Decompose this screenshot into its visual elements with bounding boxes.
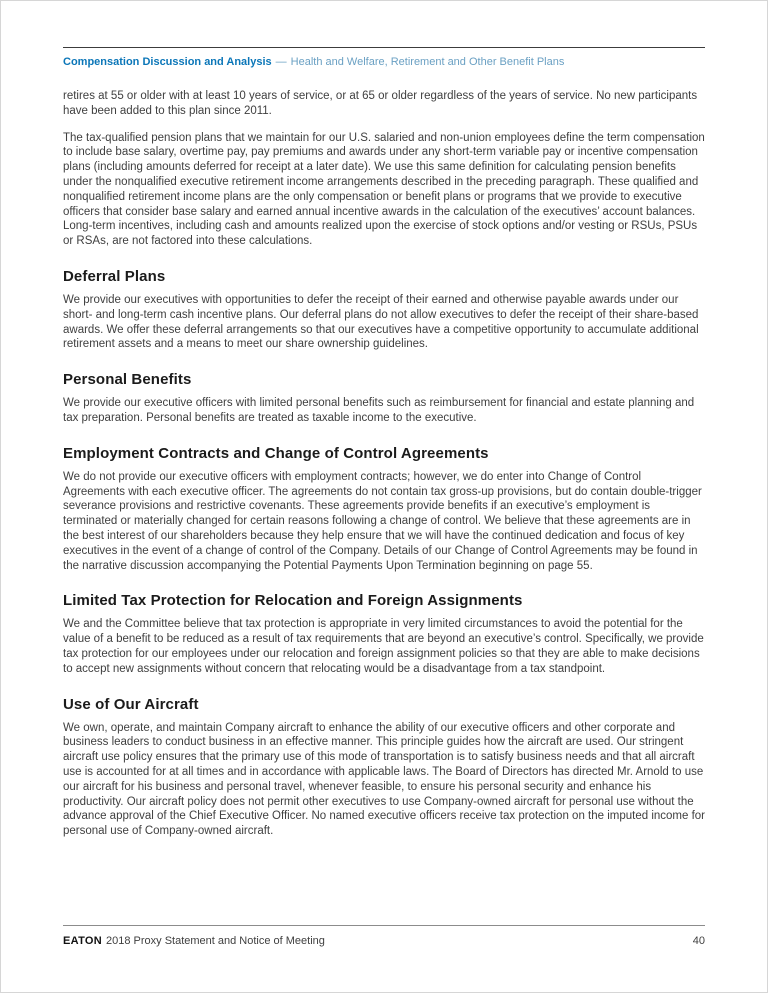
intro-paragraph-1: retires at 55 or older with at least 10 years of service, or at 65 or older regardless of the years of service. No new participants have been added to this plan since 2011. — [63, 90, 698, 117]
section-employment-contracts — [63, 445, 705, 574]
section-paragraph: We do not provide our executive officers with employment contracts; however, we do enter into Change of Control Agreements with each executive officer. The agreements do not contain tax gross-up provisions, but do contain double-trigger severance provisions and restrictive covenants. These agreements provide benefits if an executive’s employment is terminated or materially changed for certain reasons following a change of control. We believe that these agreements are in the best interest of our shareholders because they help ensure that we will have the continued dedication and focus of key executives in the event of a change of control of the Company. Details of our Change of Control Agreements may be found in the narrative discussion accompanying the Potential Payments Upon Termination beginning on page 55. — [63, 470, 702, 572]
section-heading: Deferral Plans — [63, 267, 166, 285]
section-limited-tax-protection — [63, 592, 705, 676]
page-number: 40 — [692, 935, 705, 947]
section-heading: Personal Benefits — [63, 371, 192, 389]
section-title: Compensation Discussion and Analysis — [63, 56, 272, 68]
footer-brand: EATON — [63, 935, 102, 947]
header-rule — [63, 47, 705, 48]
section-paragraph: We and the Committee believe that tax protection is appropriate in very limited circumstances to avoid the potential for the value of a benefit to be reduced as a result of tax requirements that are beyond an executive’s control. Specifically, we provide tax protection for our employees under our relocation and foreign assignment policies so that they are able to make decisions to accept new assignments without concern that relocating would be a disadvantage from a tax standpoint. — [63, 618, 704, 675]
section-heading: Employment Contracts and Change of Control Agreements — [63, 444, 489, 462]
footer-line — [63, 926, 705, 948]
section-paragraph: We provide our executives with opportunities to defer the receipt of their earned and otherwise payable awards under our short- and long-term cash incentive plans. Our deferral plans do not allow executives to defer the receipt of their share-based awards. We offer these deferral arrangements so that our executives have a competitive opportunity to accumulate additional retirement assets and a means to meet our share ownership guidelines. — [63, 293, 699, 351]
section-use-of-our-aircraft — [63, 696, 705, 839]
intro-paragraph-2: The tax-qualified pension plans that we maintain for our U.S. salaried and non-union employees define the term compensation to include base salary, overtime pay, pay premiums and awards under any short-term variable pay or incentive compensation plans (including amounts deferred for receipt at a later date). We use this same definition for calculating pension benefits under the nonqualified executive retirement income arrangements described in the preceding paragraph. These qualified and nonqualified retirement income plans are the only compensation or benefit plans or programs that we provide to executive officers that consider base salary and earned annual incentive awards in the calculation of the executives’ account balances. Long-term incentives, including cash and amounts realized upon the exercise of stock options and/or vesting or RSUs, PSUs or RSAs, are not factored into these calculations. — [63, 131, 705, 248]
running-header — [63, 55, 705, 69]
footer-text: 2018 Proxy Statement and Notice of Meeting — [106, 935, 325, 947]
section-heading: Limited Tax Protection for Relocation and Foreign Assignments — [63, 592, 523, 610]
section-deferral-plans — [63, 268, 705, 352]
section-personal-benefits — [63, 371, 705, 426]
section-subtitle: Health and Welfare, Retirement and Other Benefit Plans — [290, 56, 565, 68]
header-separator: — — [275, 56, 287, 68]
section-paragraph: We provide our executive officers with limited personal benefits such as reimbursement for financial and estate planning and tax preparation. Personal benefits are treated as taxable income to the executive. — [63, 397, 695, 424]
page-body — [63, 69, 705, 839]
section-paragraph: We own, operate, and maintain Company aircraft to enhance the ability of our executive officers and other corporate and business leaders to conduct business in an effective manner. This principle guides how the aircraft are used. Our stringent aircraft use policy ensures that the primary use of this mode of transportation is to satisfy business needs and that all aircraft use is accounted for at all times and in accordance with applicable laws. The Board of Directors has directed Mr. Arnold to use our aircraft for his business and personal travel, whenever feasible, to ensure his personal security and enhance his productivity. Our aircraft policy does not permit other executives to use Company-owned aircraft for personal use without the advance approval of the Chief Executive Officer. No named executive officers receive tax protection on the imputed income for personal use of Company-owned aircraft. — [63, 721, 706, 838]
page-header — [63, 47, 705, 69]
section-heading: Use of Our Aircraft — [63, 695, 199, 713]
page-footer — [63, 925, 705, 948]
